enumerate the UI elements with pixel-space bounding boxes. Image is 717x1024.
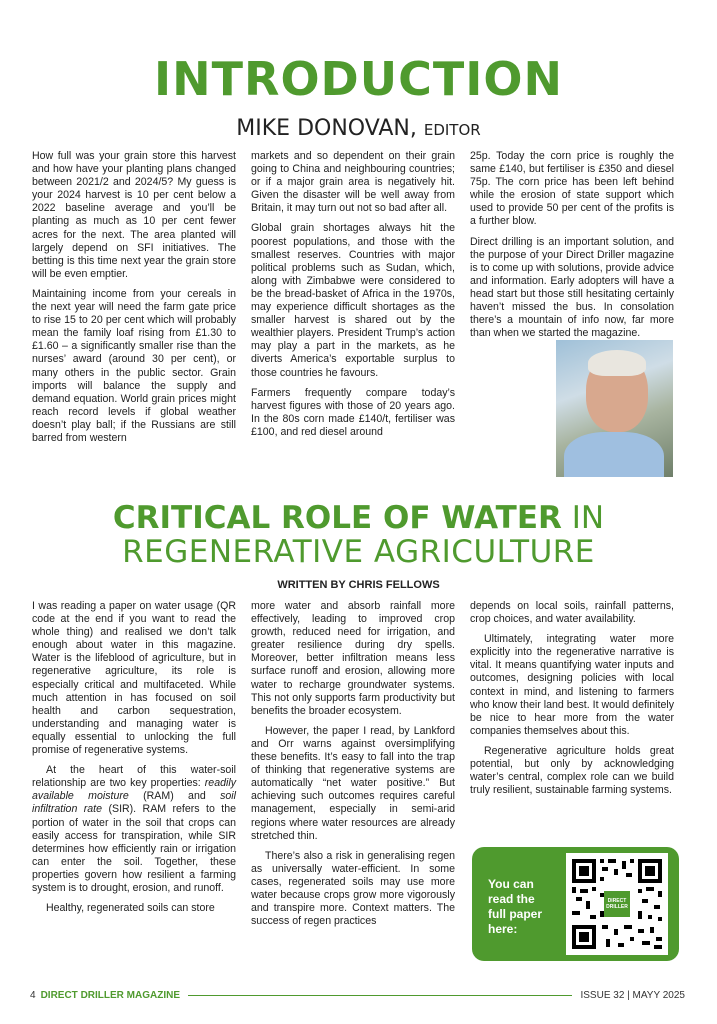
water-column-1 [32,600,236,922]
page-footer [30,988,685,1002]
italic-term: soil infiltration rate [32,790,236,816]
paragraph: markets and so dependent on their grain going to China and neighbouring countries; or if a major grain area is negatively hit. Given the disaster will be well away from Britain, it may turn out not so bad after all. [251,150,455,215]
paragraph: Farmers frequently compare today’s harvest figures with those of 20 years ago. In the 80s corn made £140/t, fertiliser was £100, and red diesel around [251,386,455,438]
intro-column-1 [32,150,236,452]
text-run: (RAM) and [143,790,206,803]
page-number: 4 [30,989,36,1001]
photo-shirt [564,432,664,477]
paragraph: depends on local soils, rainfall patterns, crop choices, and water availability. [470,600,674,626]
paragraph: Regenerative agriculture holds great potential, but only by acknowledging water’s central, complex role can we build truly resilient, sustainable farming systems. [470,744,674,797]
article-byline [0,118,717,140]
intro-column-3 [470,150,674,347]
italic-term: readily available moisture [32,777,236,803]
editor-photo [556,340,673,477]
water-column-3 [470,600,674,804]
author-role: EDITOR [423,121,481,139]
magazine-name: DIRECT DRILLER MAGAZINE [40,989,181,1001]
text-run: (SIR). RAM refers to the portion of water in the soil that crops can easily access for transpiration, while SIR determines how efficiently rain or irrigation can enter the soil. Together, these properties govern how resilient a farming system is to drought, erosion, and runoff. [32,803,236,894]
intro-column-2 [251,150,455,446]
qr-callout [472,847,679,961]
qr-code[interactable] [566,853,668,955]
qr-callout-text: You can read the full paper here: [488,877,543,936]
article2-byline: WRITTEN BY CHRIS FELLOWS [277,579,440,591]
water-column-2 [251,600,455,935]
qr-logo-text: DIRECT DRILLER [606,898,628,910]
paragraph-text: Direct drilling is an important solution, and the purpose of your Direct Driller magazine is to come up with solutions, provide advice and information. Early adopters will have a head start but those still hesitating certainly haven’t missed the bus. In consolation there’s a mountain of info now, far more than when we started the magazine. [470,235,674,340]
article2-title-light: IN [571,500,605,536]
photo-hair [588,350,646,376]
paragraph: Global grain shortages always hit the poorest populations, and those with the smallest reserves. Countries with major political problems such as Sudan, which, along with Zimbabwe were considered to be the bread-basket of Africa in the 1970s, may experience difficult shortages as the smaller harvest is shared out by the wealthier players. President Trump’s action may play a part in the markets, as he diverts America’s exportable surplus to those countries he favours. [251,222,455,379]
article-title: INTRODUCTION [154,52,563,106]
paragraph [470,236,674,341]
paragraph: Ultimately, integrating water more explicitly into the regenerative narrative is vital. It means quantifying water inputs and outcomes, designing policies with local context in mind, and listening to farmers who know their land best. It would definitely be nice to hear more from the water companies themselves about this. [470,633,674,737]
paragraph: 25p. Today the corn price is roughly the same £140, but fertiliser is £350 and diesel 75p. The corn price has been left behind while the erosion of state support which used to provide 50 per cent of the profits is a further blow. [470,150,674,228]
text-run: At the heart of this water-soil relationship are two key properties: [32,764,236,790]
article2-title-bold: CRITICAL ROLE OF WATER [112,500,562,536]
author-name: MIKE DONOVAN, [236,116,417,141]
footer-rule [188,995,572,996]
paragraph: Maintaining income from your cereals in the next year will need the farm gate price to rise 15 to 20 per cent which will probably mean the family loaf rising from £1.30 to £1.60 – a significantly smaller rise than the nurses’ award (around 30 per cent), or many others in the public sector. Grain imports will balance the supply and demand equation. World grain prices might reach record levels if global weather doesn’t play ball; if the Russians are still barred from western [32,287,236,444]
article2-title-line2: REGENERATIVE AGRICULTURE [122,534,595,570]
article2-title-line1 [0,500,717,536]
paragraph: How full was your grain store this harvest and how have your planting plans changed between 2021/2 and 2024/5? My guess is your 2024 harvest is 10 per cent below a 2022 baseline average and you’ll be planting as much as 10 per cent fewer acres for the next. The area planted will largely depend on SFI initiatives. The betting is this time next year the grain store will be even emptier. [32,150,236,280]
paragraph: There’s also a risk in generalising regen as universally water-efficient. In some cases, regenerated soils may use more water because crops grow more vigorously and transpire more. Context matters. The success of regen practices [251,849,455,928]
paragraph: I was reading a paper on water usage (QR code at the end if you want to read the whole thing) and realised we don’t talk enough about water in this magazine. Water is the lifeblood of agriculture, but in regenerative agriculture, its role is especially critical and multifaceted. While much attention in has focused on soil health and carbon sequestration, understanding and managing water is equally essential to unlocking the full promise of regenerative systems. [32,600,236,757]
paragraph: Healthy, regenerated soils can store [46,902,215,915]
paragraph: more water and absorb rainfall more effectively, leading to improved crop growth, reduced need for irrigation, and greater resilience during dry spells. Moreover, better infiltration means less surface runoff and erosion, allowing more water to recharge groundwater systems. This not only supports farm productivity but benefits the broader ecosystem. [251,600,455,717]
paragraph: However, the paper I read, by Lankford and Orr warns against oversimplifying these benefits. It’s easy to fall into the trap of thinking that regenerative systems are automatically “net water positive.” But achieving such outcomes requires careful management, especially in semi-arid regions where water resources are already stretched thin. [251,724,455,842]
issue-info: ISSUE 32 | MAYY 2025 [580,989,685,1001]
paragraph [32,764,236,895]
